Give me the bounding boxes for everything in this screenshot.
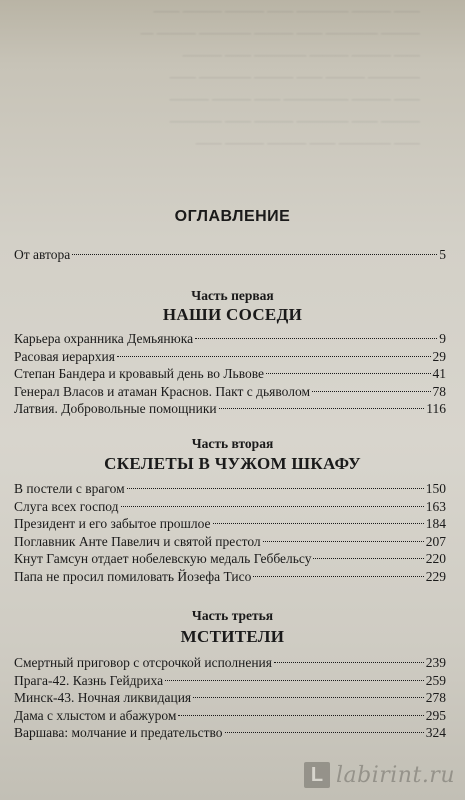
toc-entry-title: Смертный приговор с отсрочкой исполнения xyxy=(14,655,272,670)
toc-entry-page: 239 xyxy=(425,655,446,670)
toc-entry-page: 163 xyxy=(425,498,446,514)
toc-entry[interactable] xyxy=(14,568,446,586)
toc-entry-page: 295 xyxy=(425,707,446,723)
leader-dots xyxy=(263,540,424,542)
toc-entry[interactable] xyxy=(14,550,446,568)
toc-entry-page: 9 xyxy=(439,331,446,346)
toc-entry-title: Латвия. Добровольные помощники xyxy=(14,401,217,416)
show-through-text: —— ——— ———— —— ——— ——— —— ——— ———— —— ——— ———— ——— — —— ——— ——— ———— —— ——— ———— ——— —— ——— ———— —— —— ——— ————— —— ——— ——— ——— —— ———— ——— —— ———— —— ———— —— ——— ——— —— xyxy=(140,3,420,150)
toc-entry-page: 150 xyxy=(425,481,446,496)
toc-entry-page: 259 xyxy=(425,672,446,688)
leader-dots xyxy=(121,505,424,507)
toc-entry[interactable] xyxy=(14,672,446,690)
toc-entry[interactable] xyxy=(14,515,446,533)
leader-dots xyxy=(253,575,423,577)
watermark-text: labirint.ru xyxy=(335,762,455,788)
toc-entry-title: Дама с хлыстом и абажуром xyxy=(14,707,177,723)
toc-entry-page: 184 xyxy=(425,516,446,531)
toc-entry-page: 78 xyxy=(432,383,446,399)
toc-entry[interactable] xyxy=(14,533,446,551)
toc-entry-page: 29 xyxy=(432,348,446,364)
part-title: СКЕЛЕТЫ В ЧУЖОМ ШКАФУ xyxy=(104,454,361,473)
toc-section xyxy=(14,330,446,418)
leader-dots xyxy=(193,696,424,698)
toc-entry-title: Прага-42. Казнь Гейдриха xyxy=(14,672,164,688)
toc-entry[interactable] xyxy=(14,400,446,418)
leader-dots xyxy=(274,661,424,663)
toc-entry[interactable] xyxy=(14,365,446,383)
toc-entry-title: Слуга всех господ xyxy=(14,498,119,514)
toc-entry[interactable] xyxy=(14,383,446,401)
toc-entry-page: 41 xyxy=(432,366,446,381)
leader-dots xyxy=(117,355,431,357)
toc-entry-page: 5 xyxy=(439,247,446,262)
part-label: Часть третья xyxy=(191,608,274,623)
toc-section xyxy=(14,480,446,585)
toc-heading: ОГЛАВЛЕНИЕ xyxy=(174,208,291,225)
leader-dots xyxy=(72,253,437,255)
toc-entry[interactable] xyxy=(14,654,446,672)
toc-entry[interactable] xyxy=(14,689,446,707)
part-title: НАШИ СОСЕДИ xyxy=(162,305,303,324)
toc-entry-page: 207 xyxy=(425,533,446,549)
labirint-logo-icon: L xyxy=(304,762,330,788)
part-label: Часть первая xyxy=(191,288,274,303)
toc-entry-title: Генерал Власов и атаман Краснов. Пакт с дьяволом xyxy=(14,383,310,399)
leader-dots xyxy=(178,714,423,716)
toc-entry-title: В постели с врагом xyxy=(14,481,125,496)
toc-entry-page: 278 xyxy=(425,690,446,705)
leader-dots xyxy=(213,522,424,524)
leader-dots xyxy=(225,731,424,733)
toc-entry-title: Расовая иерархия xyxy=(14,348,115,364)
toc-entry-title: Поглавник Анте Павелич и святой престол xyxy=(14,533,261,549)
toc-entry-title: Степан Бандера и кровавый день во Львове xyxy=(14,366,265,381)
toc-intro xyxy=(14,246,446,264)
leader-dots xyxy=(219,407,425,409)
toc-entry[interactable] xyxy=(14,707,446,725)
toc-entry-page: 116 xyxy=(426,401,446,416)
leader-dots xyxy=(313,557,423,559)
toc-entry[interactable] xyxy=(14,348,446,366)
leader-dots xyxy=(165,679,424,681)
toc-entry-title: Карьера охранника Демьянюка xyxy=(14,331,194,346)
toc-section xyxy=(14,654,446,742)
toc-entry[interactable] xyxy=(14,246,446,264)
toc-entry-page: 324 xyxy=(425,725,446,740)
toc-entry[interactable] xyxy=(14,498,446,516)
toc-entry[interactable] xyxy=(14,724,446,742)
leader-dots xyxy=(266,372,430,374)
part-label: Часть вторая xyxy=(191,436,274,451)
toc-entry-title: Папа не просил помиловать Йозефа Тисо xyxy=(14,568,252,584)
toc-entry-title: Президент и его забытое прошлое xyxy=(14,516,211,531)
part-title: МСТИТЕЛИ xyxy=(180,627,285,646)
toc-entry-title: Минск-43. Ночная ликвидация xyxy=(14,690,192,705)
leader-dots xyxy=(127,487,424,489)
toc-entry-title: Кнут Гамсун отдает нобелевскую медаль Геббельсу xyxy=(14,551,312,566)
toc-entry-page: 220 xyxy=(425,551,446,566)
toc-entry[interactable] xyxy=(14,480,446,498)
toc-entry-title: Варшава: молчание и предательство xyxy=(14,725,223,740)
leader-dots xyxy=(195,337,437,339)
toc-entry[interactable] xyxy=(14,330,446,348)
watermark xyxy=(304,762,455,788)
toc-entry-title: От автора xyxy=(14,247,71,262)
toc-entry-page: 229 xyxy=(425,568,446,584)
leader-dots xyxy=(312,390,431,392)
